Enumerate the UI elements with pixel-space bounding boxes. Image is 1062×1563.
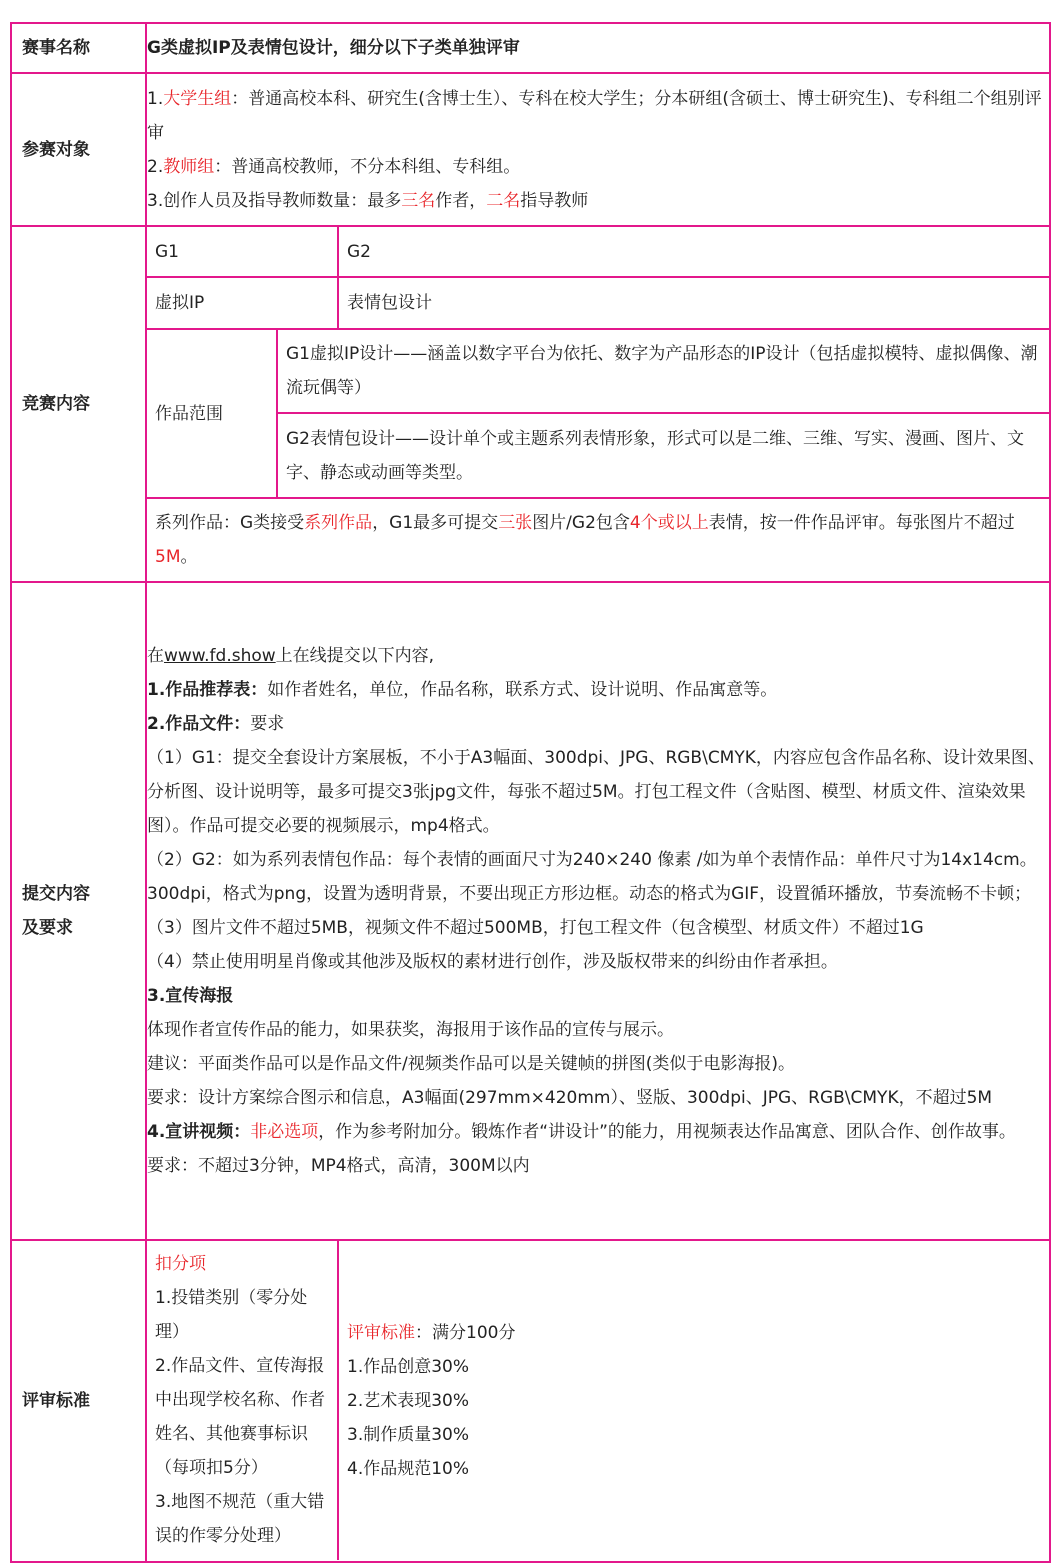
series-works-note	[147, 497, 1049, 581]
team-size-text: 指导教师	[520, 190, 589, 211]
section-work-files	[147, 707, 1049, 741]
poster-line-2: 建议：平面类作品可以是作品文件/视频类作品可以是关键帧的拼图(类似于电影海报)。	[147, 1054, 795, 1074]
deductions-title: 扣分项	[155, 1254, 206, 1274]
review-criteria-cell	[146, 1240, 1050, 1562]
event-name-value: G类虚拟IP及表情包设计，细分以下子类单独评审	[146, 23, 1050, 73]
section-text: 如作者姓名，单位，作品名称，联系方式、设计说明、作品寓意等。	[267, 680, 778, 700]
section-title: 1.作品推荐表：	[147, 680, 268, 700]
competition-info-table	[10, 22, 1051, 1563]
label-submission-line1: 提交内容	[22, 884, 90, 904]
teacher-group-key: 教师组	[163, 156, 215, 177]
team-size-text: 作者，	[435, 190, 487, 211]
series-text: 。	[180, 547, 198, 567]
poster-line-1: 体现作者宣传作品的能力，如果获奖，海报用于该作品的宣传与展示。	[147, 1020, 674, 1040]
series-text: 系列作品：G类接受	[155, 513, 305, 533]
criterion-quality: 3.制作质量30%	[347, 1424, 470, 1445]
optional-tag: 非必选项	[250, 1122, 319, 1142]
participants-content	[146, 73, 1050, 226]
section-poster-title: 3.宣传海报	[147, 986, 234, 1006]
subcategory-code-row	[147, 227, 1049, 277]
scoring-title-text: ：满分100分	[415, 1322, 516, 1343]
series-highlight: 系列作品	[304, 513, 373, 533]
g2-name: 表情包设计	[338, 277, 1049, 328]
label-submission	[11, 582, 146, 1240]
criterion-artistic: 2.艺术表现30%	[347, 1390, 470, 1411]
review-table	[147, 1241, 1049, 1560]
g1-name: 虚拟IP	[147, 277, 338, 328]
criterion-standards: 4.作品规范10%	[347, 1458, 470, 1479]
competition-content-cell	[146, 226, 1050, 582]
participant-line-1	[147, 82, 1049, 150]
scope-g1-text: G1虚拟IP设计——涵盖以数字平台为依托、数字为产品形态的IP设计（包括虚拟模特、虚拟偶像、潮流玩偶等）	[277, 329, 1049, 413]
row-submission	[11, 582, 1050, 1240]
row-event-name	[11, 23, 1050, 73]
author-count: 三名	[401, 190, 436, 211]
line-number: 1.	[147, 88, 164, 109]
criterion-creativity: 1.作品创意30%	[347, 1356, 470, 1377]
deduction-2: 2.作品文件、宣传海报中出现学校名称、作者姓名、其他赛事标识（每项扣5分）	[155, 1356, 325, 1478]
advisor-count: 二名	[486, 190, 521, 211]
intro-text: 在	[147, 646, 164, 666]
work-files-item-4: （4）禁止使用明星肖像或其他涉及版权的素材进行创作，涉及版权带来的纠纷由作者承担。	[147, 952, 838, 972]
participant-line-3	[147, 184, 1049, 218]
section-recommendation-form	[147, 673, 1049, 707]
subcategory-name-row	[147, 277, 1049, 328]
scope-row-g2	[147, 413, 1049, 497]
scope-table	[147, 328, 1049, 497]
series-highlight: 5M	[155, 547, 181, 567]
g1-code: G1	[147, 227, 338, 277]
label-participants: 参赛对象	[11, 73, 146, 226]
participant-line-2	[147, 150, 1049, 184]
work-files-item-1: （1）G1：提交全套设计方案展板，不小于A3幅面、300dpi、JPG、RGB\CMYK，内容应包含作品名称、设计效果图、分析图、设计说明等，最多可提交3张jpg文件，每张不超过5M。打包工程文件（含贴图、模型、材质文件、渲染效果图）。作品可提交必要的视频展示，mp4格式。	[147, 748, 1045, 836]
scope-g2-text: G2表情包设计——设计单个或主题系列表情形象，形式可以是二维、三维、写实、漫画、图片、文字、静态或动画等类型。	[277, 413, 1049, 497]
label-competition-content: 竞赛内容	[11, 226, 146, 582]
deduction-3: 3.地图不规范（重大错误的作零分处理）	[155, 1492, 325, 1546]
poster-line-3: 要求：设计方案综合图示和信息，A3幅面(297mm×420mm）、竖版、300dpi、JPG、RGB\CMYK，不超过5M	[147, 1088, 993, 1108]
label-event-name: 赛事名称	[11, 23, 146, 73]
g2-code: G2	[338, 227, 1049, 277]
series-highlight: 4个或以上	[629, 513, 709, 533]
label-review-criteria: 评审标准	[11, 1240, 146, 1562]
section-text: ，作为参考附加分。锻炼作者“讲设计”的能力，用视频表达作品寓意、团队合作、创作故事。	[318, 1122, 1016, 1142]
submission-intro	[147, 639, 1049, 673]
section-title: 2.作品文件：	[147, 714, 251, 734]
work-files-item-3: （3）图片文件不超过5MB，视频文件不超过500MB，打包工程文件（包含模型、材质文件）不超过1G	[147, 918, 924, 938]
section-presentation-video	[147, 1115, 1049, 1149]
subcategory-table	[147, 227, 1049, 328]
series-text: 图片/G2包含	[532, 513, 630, 533]
section-title: 4.宣讲视频：	[147, 1122, 251, 1142]
row-participants	[11, 73, 1050, 226]
teacher-group-text: ：普通高校教师，不分本科组、专科组。	[214, 156, 521, 177]
series-text: 表情，按一件作品评审。每张图片不超过	[708, 513, 1015, 533]
scope-label: 作品范围	[147, 329, 277, 497]
student-group-text: ：普通高校本科、研究生(含博士生）、专科在校大学生；分本研组(含硕士、博士研究生)、专科组二个组别评审	[147, 88, 1042, 143]
line-number: 2.	[147, 156, 164, 177]
section-text: 要求	[250, 714, 285, 734]
series-text: ，G1最多可提交	[372, 513, 499, 533]
scoring-title-key: 评审标准	[347, 1322, 415, 1343]
row-competition-content	[11, 226, 1050, 582]
scoring-title	[347, 1316, 1041, 1350]
review-row	[147, 1241, 1049, 1560]
fd-show-link[interactable]: www.fd.show	[164, 646, 276, 666]
label-submission-line2: 及要求	[22, 918, 73, 938]
series-highlight: 三张	[498, 513, 533, 533]
deduction-1: 1.投错类别（零分处理）	[155, 1288, 308, 1342]
submission-content	[146, 582, 1050, 1240]
work-files-item-2: （2）G2：如为系列表情包作品：每个表情的画面尺寸为240×240 像素 /如为单个表情作品：单件尺寸为14x14cm。300dpi，格式为png，设置为透明背景，不要出现正方形边框。动态的格式为GIF，设置循环播放，节奏流畅不卡顿；	[147, 850, 1037, 904]
team-size-text: 3.创作人员及指导教师数量：最多	[147, 190, 402, 211]
intro-text: 上在线提交以下内容,	[275, 646, 435, 666]
row-review-criteria	[11, 1240, 1050, 1562]
student-group-key: 大学生组	[163, 88, 232, 109]
deductions-column	[147, 1241, 338, 1560]
scope-row-g1	[147, 329, 1049, 413]
video-requirement: 要求：不超过3分钟，MP4格式，高清，300M以内	[147, 1156, 530, 1176]
scoring-column	[338, 1241, 1049, 1560]
